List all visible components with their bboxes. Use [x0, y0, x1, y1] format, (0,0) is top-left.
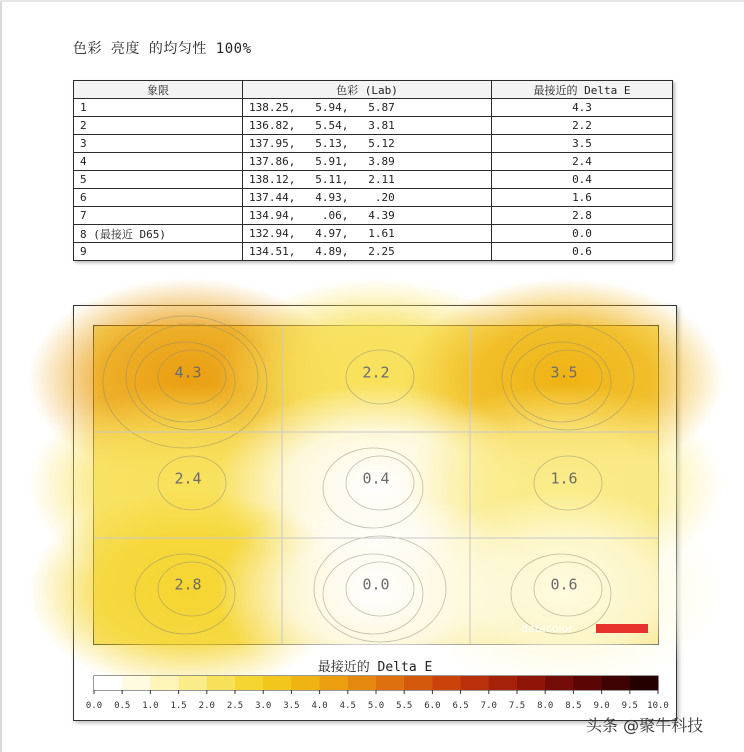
table-row [74, 243, 673, 261]
scale-swatch [602, 676, 631, 690]
cell-lab: 137.44, 4.93, .20 [243, 189, 492, 207]
scale-swatch [150, 676, 179, 690]
cell-quadrant: 1 [74, 99, 243, 117]
scale-tick-label: 7.0 [480, 701, 497, 711]
cell-quadrant: 3 [74, 135, 243, 153]
cell-lab: 134.51, 4.89, 2.25 [243, 243, 492, 261]
cell-quadrant: 5 [74, 171, 243, 189]
table-row [74, 153, 673, 171]
scale-tick-label: 8.0 [537, 701, 554, 711]
cell-delta-e: 0.4 [492, 171, 673, 189]
heatmap-plot [93, 325, 659, 645]
cell-delta-e: 3.5 [492, 135, 673, 153]
table-row [74, 135, 673, 153]
heatmap-value-label: 2.8 [174, 575, 202, 594]
scale-swatch [573, 676, 602, 690]
cell-lab: 138.25, 5.94, 5.87 [243, 99, 492, 117]
cell-lab: 132.94, 4.97, 1.61 [243, 225, 492, 243]
scale-swatch [376, 676, 405, 690]
scale-tick-label: 8.5 [565, 701, 582, 711]
scale-swatch [489, 676, 518, 690]
page-edge [0, 0, 2, 752]
scale-swatch [545, 676, 574, 690]
cell-quadrant: 2 [74, 117, 243, 135]
scale-swatch [461, 676, 490, 690]
scale-swatch [432, 676, 461, 690]
scale-swatch [348, 676, 377, 690]
scale-swatch [320, 676, 349, 690]
scale-tick-label: 2.0 [198, 701, 215, 711]
uniformity-chart-panel [73, 305, 677, 721]
color-scale [85, 675, 669, 720]
scale-tick-label: 0.0 [85, 701, 103, 711]
scale-swatch [122, 676, 151, 690]
scale-swatch [630, 676, 659, 690]
scale-tick-label: 2.5 [226, 701, 244, 711]
cell-quadrant: 8 (最接近 D65) [74, 225, 243, 243]
cell-lab: 137.86, 5.91, 3.89 [243, 153, 492, 171]
heatmap-value-label: 3.5 [550, 363, 578, 382]
heatmap-value-label: 0.4 [362, 469, 390, 488]
heatmap-svg [94, 326, 658, 644]
header-color-lab: 色彩 (Lab) [243, 81, 492, 99]
scale-swatch [263, 676, 292, 690]
scale-swatch [94, 676, 123, 690]
scale-tick-label: 6.0 [424, 701, 441, 711]
table-row [74, 189, 673, 207]
heatmap-value-label: 0.6 [550, 575, 578, 594]
scale-tick-label: 1.5 [170, 701, 187, 711]
scale-tick-label: 0.5 [114, 701, 131, 711]
table-row [74, 207, 673, 225]
scale-tick-label: 3.5 [283, 701, 300, 711]
scale-swatch [235, 676, 264, 690]
header-delta-e: 最接近的 Delta E [492, 81, 673, 99]
scale-tick-label: 9.5 [621, 701, 638, 711]
cell-quadrant: 9 [74, 243, 243, 261]
heatmap-value-label: 4.3 [174, 363, 202, 382]
legend-title: 最接近的 Delta E [317, 660, 433, 675]
heatmap-value-label: 1.6 [550, 469, 578, 488]
heatmap-value-label: 2.2 [362, 363, 390, 382]
lab-table [73, 80, 673, 261]
scale-tick-label: 5.0 [367, 701, 385, 711]
scale-swatch [404, 676, 433, 690]
scale-swatch [517, 676, 546, 690]
heatmap-value-label: 0.0 [362, 575, 390, 594]
cell-delta-e: 1.6 [492, 189, 673, 207]
table-row [74, 225, 673, 243]
scale-tick-label: 9.0 [593, 701, 610, 711]
scale-tick-label: 4.5 [339, 701, 356, 711]
brand-logo-text: datacolor [521, 622, 573, 635]
watermark-text: 头条 @聚牛科技 [586, 716, 704, 735]
scale-swatch [179, 676, 208, 690]
page-edge-top [0, 0, 744, 2]
cell-lab: 138.12, 5.11, 2.11 [243, 171, 492, 189]
scale-swatch [291, 676, 320, 690]
cell-quadrant: 4 [74, 153, 243, 171]
cell-lab: 137.95, 5.13, 5.12 [243, 135, 492, 153]
scale-tick-label: 10.0 [647, 701, 669, 711]
scale-tick-label: 7.5 [508, 701, 526, 711]
scale-tick-label: 3.0 [255, 701, 272, 711]
brand-logo-bar [596, 624, 648, 633]
cell-delta-e: 0.6 [492, 243, 673, 261]
page-title: 色彩 亮度 的均匀性 100% [73, 41, 252, 57]
table-row [74, 171, 673, 189]
header-quadrant: 象限 [74, 81, 243, 99]
scale-tick-label: 6.5 [452, 701, 469, 711]
cell-delta-e: 2.4 [492, 153, 673, 171]
color-scale-svg [85, 675, 669, 720]
table-row [74, 99, 673, 117]
scale-tick-label: 4.0 [311, 701, 328, 711]
table-header-row [74, 81, 673, 99]
scale-swatch [207, 676, 236, 690]
cell-delta-e: 2.8 [492, 207, 673, 225]
table-row [74, 117, 673, 135]
scale-tick-label: 1.0 [142, 701, 159, 711]
cell-delta-e: 4.3 [492, 99, 673, 117]
cell-delta-e: 0.0 [492, 225, 673, 243]
cell-quadrant: 6 [74, 189, 243, 207]
cell-quadrant: 7 [74, 207, 243, 225]
scale-tick-label: 5.5 [396, 701, 413, 711]
heatmap-value-label: 2.4 [174, 469, 202, 488]
cell-delta-e: 2.2 [492, 117, 673, 135]
cell-lab: 136.82, 5.54, 3.81 [243, 117, 492, 135]
cell-lab: 134.94, .06, 4.39 [243, 207, 492, 225]
